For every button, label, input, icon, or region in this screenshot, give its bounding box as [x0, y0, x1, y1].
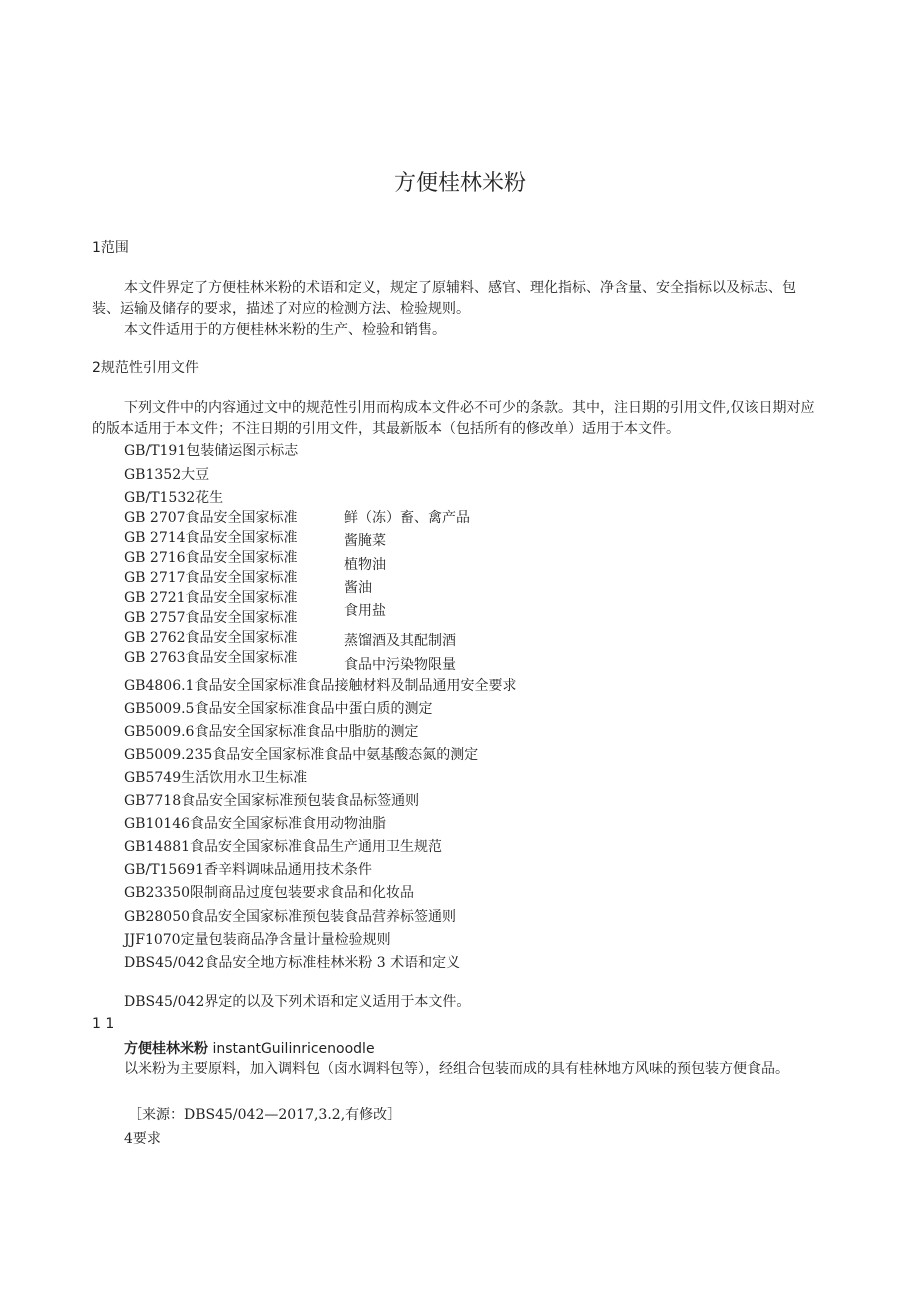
reference-item: DBS45/042食品安全地方标准桂林米粉 3 术语和定义	[124, 955, 461, 971]
term-heading	[124, 1039, 375, 1059]
reference-subtitle: 酱油	[344, 580, 372, 596]
reference-item: GB 2717食品安全国家标准	[124, 570, 298, 586]
reference-item: GB1352大豆	[124, 467, 210, 483]
section-1-paragraph-1: 本文件界定了方便桂林米粉的术语和定义，规定了原辅料、感官、理化指标、净含量、安全指标以及标志、包装、运输及储存的要求，描述了对应的检测方法、检验规则。	[92, 280, 796, 317]
clause-number: 1 1	[92, 1016, 115, 1032]
section-2-paragraph-1: 下列文件中的内容通过文中的规范性引用而构成本文件必不可少的条款。其中，注日期的引用文件,仅该日期对应的版本适用于本文件；不注日期的引用文件，其最新版本（包括所有的修改单）适用于本文件。	[92, 400, 815, 437]
reference-item: GB7718食品安全国家标准预包装食品标签通则	[124, 793, 420, 809]
reference-item: GB5749生活饮用水卫生标准	[124, 770, 308, 786]
reference-item: GB14881食品安全国家标准食品生产通用卫生规范	[124, 839, 443, 855]
reference-item: GB4806.1食品安全国家标准食品接触材料及制品通用安全要求	[124, 678, 517, 694]
reference-item: GB/T15691香辛料调味品通用技术条件	[124, 862, 373, 878]
reference-subtitle: 食用盐	[344, 603, 386, 619]
section-1-paragraph-2: 本文件适用于的方便桂林米粉的生产、检验和销售。	[124, 322, 446, 338]
reference-item: GB5009.6食品安全国家标准食品中脂肪的测定	[124, 724, 419, 740]
reference-item: GB 2762食品安全国家标准	[124, 630, 298, 646]
reference-subtitle: 蒸馏酒及其配制酒	[344, 633, 456, 649]
reference-item: GB23350限制商品过度包装要求食品和化妆品	[124, 885, 415, 901]
reference-item: GB10146食品安全国家标准食用动物油脂	[124, 816, 387, 832]
document-title: 方便桂林米粉	[393, 171, 526, 196]
reference-subtitle: 食品中污染物限量	[344, 657, 456, 673]
reference-item: GB/T1532花生	[124, 490, 224, 506]
section-2-heading: 2规范性引用文件	[92, 360, 199, 376]
reference-item: GB 2757食品安全国家标准	[124, 610, 298, 626]
reference-item: JJF1070定量包装商品净含量计量检验规则	[124, 932, 391, 948]
reference-subtitle: 酱腌菜	[344, 533, 386, 549]
reference-item: GB 2707食品安全国家标准	[124, 510, 298, 526]
term-definition: 以米粉为主要原料，加入调料包（卤水调料包等），经组合包装而成的具有桂林地方风味的预包装方便食品。	[124, 1061, 789, 1077]
term-source: ［来源：DBS45/042—2017,3.2,有修改］	[128, 1107, 402, 1123]
reference-item: GB 2714食品安全国家标准	[124, 530, 298, 546]
reference-item: GB28050食品安全国家标准预包装食品营养标签通则	[124, 909, 457, 925]
terms-intro: DBS45/042界定的以及下列术语和定义适用于本文件。	[124, 994, 471, 1010]
reference-item: GB 2721食品安全国家标准	[124, 590, 298, 606]
term-english: instantGuilinricenoodle	[212, 1041, 375, 1057]
reference-item: GB 2763食品安全国家标准	[124, 650, 298, 666]
reference-item: GB/T191包装储运图示标志	[124, 443, 299, 459]
reference-item: GB5009.5食品安全国家标准食品中蛋白质的测定	[124, 701, 433, 717]
term-chinese: 方便桂林米粉	[124, 1041, 208, 1057]
reference-item: GB5009.235食品安全国家标准食品中氨基酸态氮的测定	[124, 747, 479, 763]
section-4-heading: 4要求	[124, 1131, 161, 1147]
reference-item: GB 2716食品安全国家标准	[124, 550, 298, 566]
reference-subtitle: 植物油	[344, 557, 386, 573]
reference-subtitle: 鲜（冻）畜、禽产品	[344, 510, 470, 526]
section-1-heading: 1范围	[92, 240, 129, 256]
